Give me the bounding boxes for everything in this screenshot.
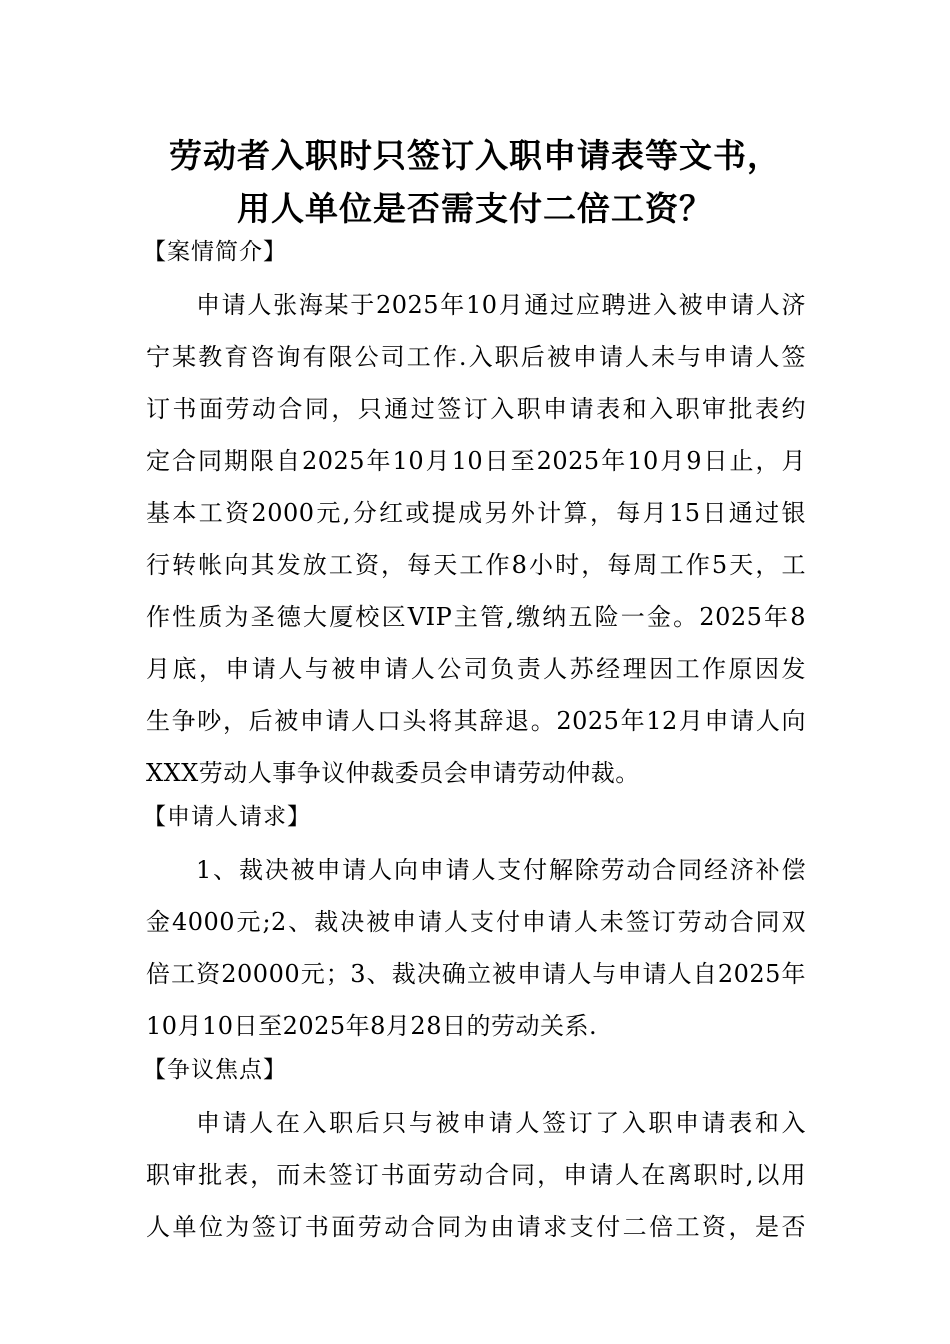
paragraph-line: 生争吵，后被申请人口头将其辞退。2025年12月申请人向 <box>146 707 806 735</box>
document-title-line-2: 用人单位是否需支付二倍工资？ <box>237 189 713 228</box>
paragraph-line: 人单位为签订书面劳动合同为由请求支付二倍工资，是否 <box>146 1213 806 1241</box>
paragraph-line: 行转帐向其发放工资，每天工作8小时，每周工作5天，工 <box>146 551 806 579</box>
paragraph-line: 1、裁决被申请人向申请人支付解除劳动合同经济补偿 <box>196 856 806 884</box>
section-heading-dispute-focus: 【争议焦点】 <box>143 1057 287 1083</box>
paragraph-line: 订书面劳动合同，只通过签订入职申请表和入职审批表约 <box>146 395 806 423</box>
paragraph-line: 金4000元;2、裁决被申请人支付申请人未签订劳动合同双 <box>146 908 806 936</box>
paragraph-line: 作性质为圣德大厦校区VIP主管,缴纳五险一金。2025年8 <box>146 603 806 631</box>
document-title-line-1: 劳动者入职时只签订入职申请表等文书， <box>169 136 781 175</box>
paragraph-line: XXX劳动人事争议仲裁委员会申请劳动仲裁。 <box>146 759 640 787</box>
section-heading-case-summary: 【案情简介】 <box>143 239 287 265</box>
paragraph-line: 申请人张海某于2025年10月通过应聘进入被申请人济 <box>196 291 806 319</box>
paragraph-line: 职审批表，而未签订书面劳动合同，申请人在离职时,以用 <box>146 1161 806 1189</box>
paragraph-line: 基本工资2000元,分红或提成另外计算，每月15日通过银 <box>146 499 806 527</box>
section-heading-claims: 【申请人请求】 <box>143 804 311 830</box>
paragraph-line: 倍工资20000元；3、裁决确立被申请人与申请人自2025年 <box>146 960 806 988</box>
paragraph-line: 10月10日至2025年8月28日的劳动关系. <box>146 1012 598 1040</box>
paragraph-line: 宁某教育咨询有限公司工作.入职后被申请人未与申请人签 <box>146 343 806 371</box>
paragraph-line: 申请人在入职后只与被申请人签订了入职申请表和入 <box>196 1109 806 1137</box>
paragraph-line: 月底，申请人与被申请人公司负责人苏经理因工作原因发 <box>146 655 806 683</box>
paragraph-line: 定合同期限自2025年10月10日至2025年10月9日止，月 <box>146 447 806 475</box>
